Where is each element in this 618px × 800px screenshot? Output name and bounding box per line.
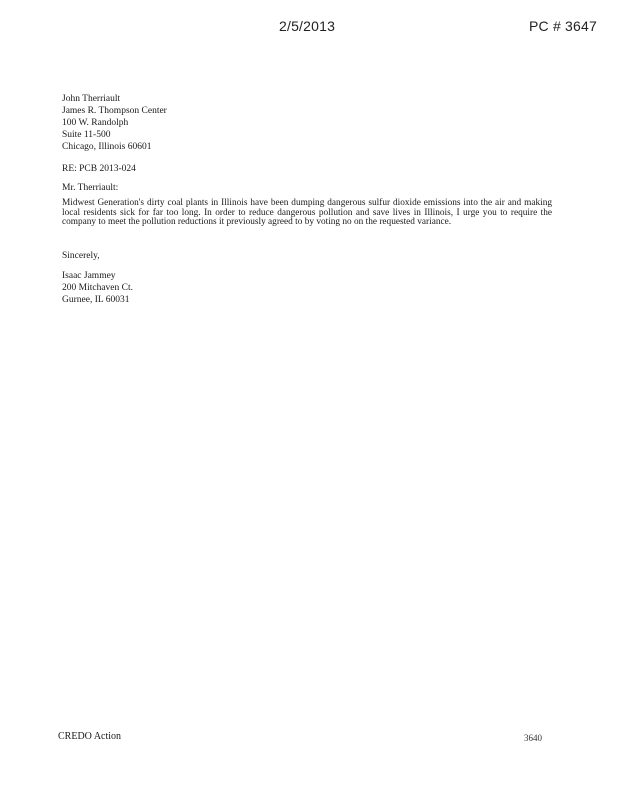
sender-street: 200 Mitchaven Ct.	[62, 283, 133, 293]
recipient-name: John Therriault	[62, 94, 121, 104]
recipient-city: Chicago, Illinois 60601	[62, 142, 152, 152]
date-stamp: 2/5/2013	[279, 18, 336, 34]
recipient-suite: Suite 11-500	[62, 130, 111, 140]
salutation: Mr. Therriault:	[62, 183, 119, 193]
sender-city: Gurnee, IL 60031	[62, 295, 130, 305]
sender-block	[62, 270, 133, 306]
footer-organization: CREDO Action	[58, 731, 122, 742]
letter-body: Midwest Generation's dirty coal plants in Illinois have been dumping dangerous sulfur dioxide emissions into the air and making local residents sick for far too long. In order to reduce dangerous pollution and save lives in Illinois, I urge you to require the company to meet the pollution reductions it previously agreed to by voting no on the requested variance.	[62, 198, 552, 228]
re-line: RE: PCB 2013-024	[62, 164, 136, 174]
sender-name: Isaac Jammey	[62, 271, 116, 281]
recipient-address	[62, 93, 167, 153]
recipient-building: James R. Thompson Center	[62, 106, 167, 116]
footer-page-number: 3640	[524, 733, 542, 743]
recipient-street: 100 W. Randolph	[62, 118, 129, 128]
closing: Sincerely,	[62, 251, 100, 261]
pc-number-stamp: PC # 3647	[529, 18, 597, 34]
